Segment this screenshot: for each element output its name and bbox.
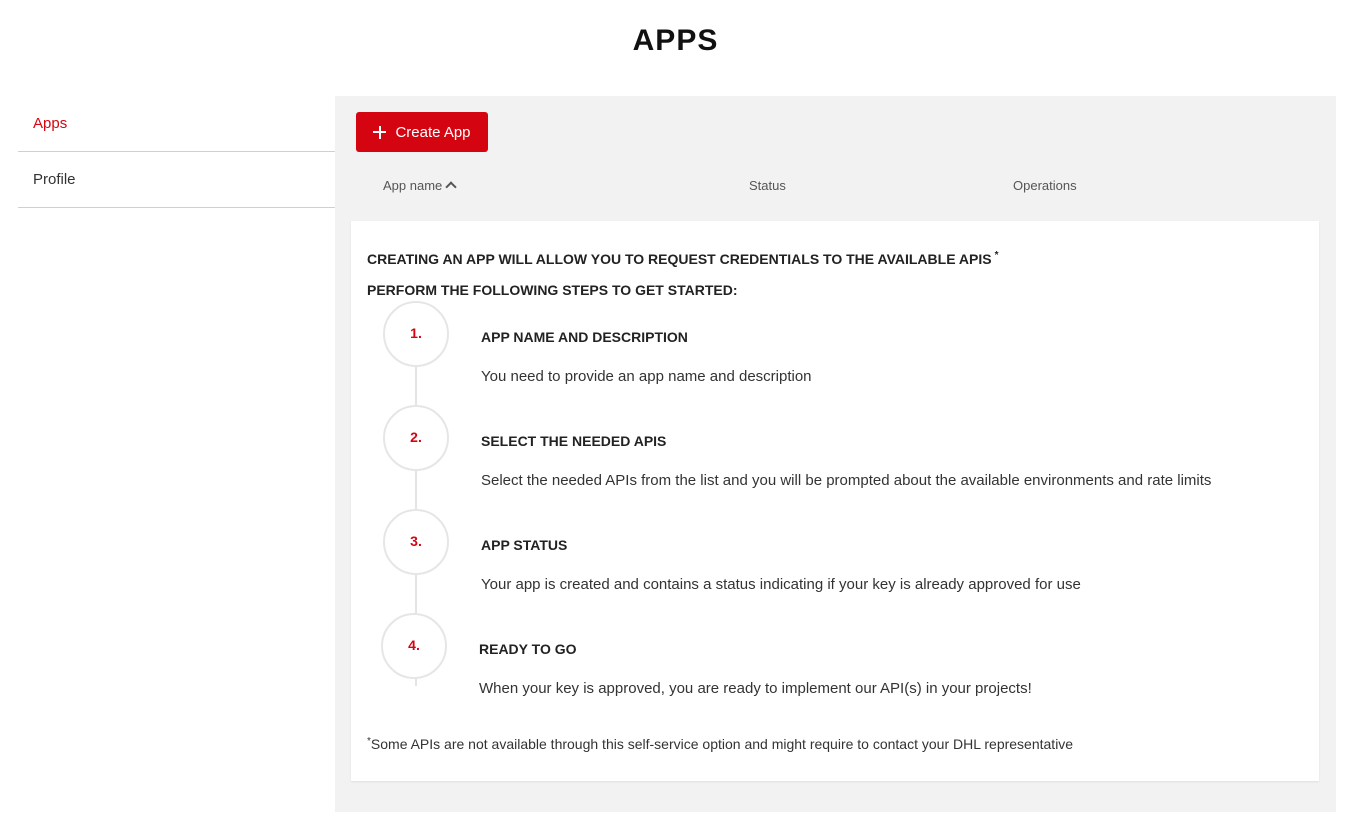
column-header-status[interactable] xyxy=(749,178,786,193)
step-4-number: 4. xyxy=(381,613,447,679)
step-4-description: When your key is approved, you are ready to implement our API(s) in your projects! xyxy=(479,680,1032,697)
step-3-description: Your app is created and contains a status indicating if your key is already approved for use xyxy=(481,576,1081,593)
intro-heading xyxy=(367,250,999,267)
footnote xyxy=(367,736,1073,752)
create-app-label: Create App xyxy=(395,123,471,141)
footnote-text: Some APIs are not available through this self-service option and might require to contact your DHL representative xyxy=(370,736,1074,752)
step-2-number: 2. xyxy=(383,405,449,471)
column-header-app-name-label: App name xyxy=(383,178,443,193)
step-4-title: READY TO GO xyxy=(479,641,577,657)
column-header-app-name[interactable] xyxy=(383,178,455,193)
step-2-description: Select the needed APIs from the list and you will be prompted about the available environments and rate limits xyxy=(481,472,1212,489)
intro-footnote-marker: * xyxy=(994,250,999,261)
column-header-status-label: Status xyxy=(749,178,786,193)
step-1-description: You need to provide an app name and description xyxy=(481,368,812,385)
chevron-up-icon xyxy=(446,181,457,192)
apps-panel xyxy=(335,96,1336,812)
column-header-operations-label: Operations xyxy=(1013,178,1077,193)
sidebar-item-apps[interactable]: Apps xyxy=(18,96,335,152)
column-header-operations[interactable] xyxy=(1013,178,1077,193)
step-3-title: APP STATUS xyxy=(481,537,568,553)
step-3-number: 3. xyxy=(383,509,449,575)
table-header xyxy=(335,178,1336,198)
create-app-button[interactable] xyxy=(356,112,488,152)
step-1-title: APP NAME AND DESCRIPTION xyxy=(481,329,688,345)
intro-heading-text: CREATING AN APP WILL ALLOW YOU TO REQUEST CREDENTIALS TO THE AVAILABLE APIS xyxy=(367,251,992,267)
plus-icon xyxy=(373,126,386,139)
getting-started-card xyxy=(351,221,1319,781)
footnote-marker: * xyxy=(367,736,371,747)
step-2-title: SELECT THE NEEDED APIS xyxy=(481,433,667,449)
step-1-number: 1. xyxy=(383,301,449,367)
sidebar-item-profile[interactable]: Profile xyxy=(18,152,335,208)
intro-subheading: PERFORM THE FOLLOWING STEPS TO GET STARTED: xyxy=(367,282,738,298)
sidebar xyxy=(18,96,335,208)
page-title: APPS xyxy=(632,24,719,57)
